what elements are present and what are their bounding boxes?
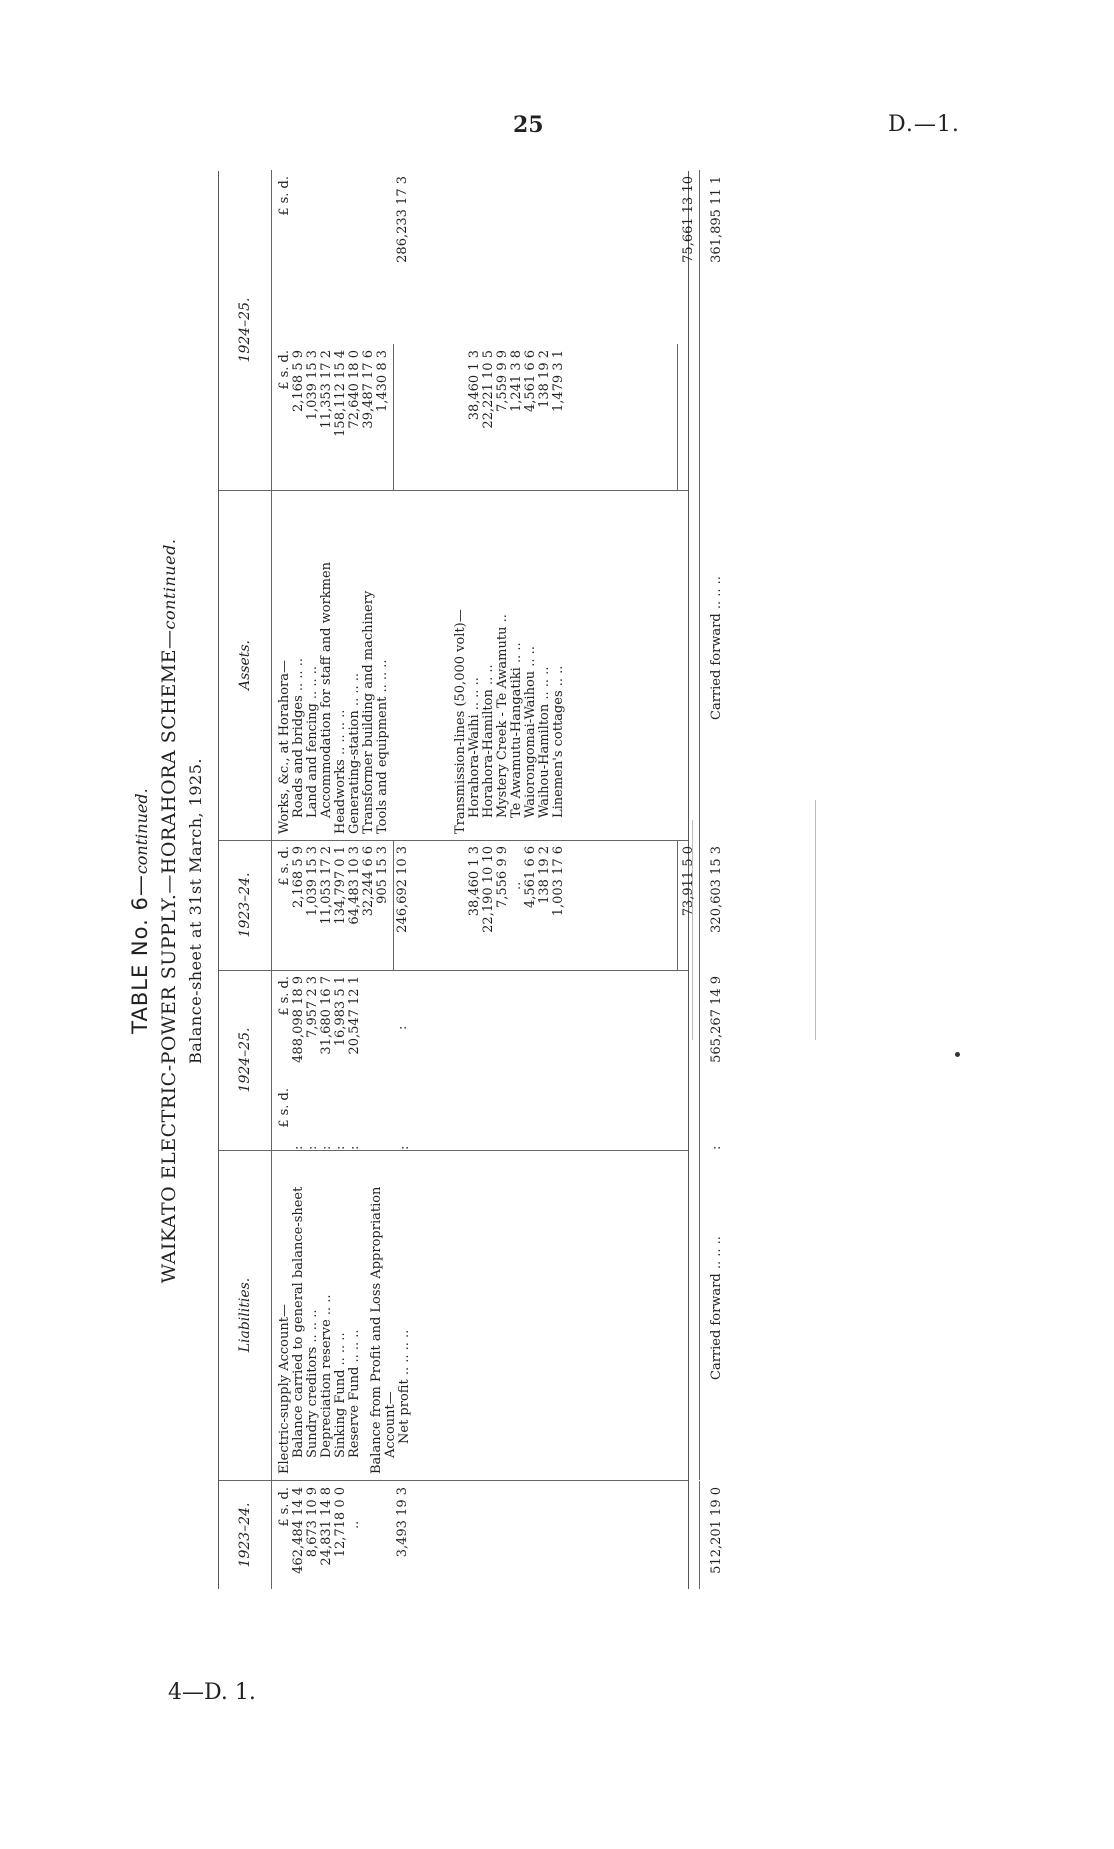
asset-current-tx: 1,241 3 8 bbox=[509, 350, 524, 413]
leader-dots: : bbox=[397, 1145, 412, 1150]
subtotal-rule bbox=[393, 840, 394, 970]
unit-row: £ s. d. bbox=[277, 846, 292, 886]
asset-prior-subtotal: 246,692 10 3 bbox=[395, 846, 410, 933]
asset-carried-label: Carried forward .. .. .. bbox=[709, 576, 724, 720]
liab-prior-value: 8,673 10 9 bbox=[305, 1487, 320, 1558]
asset-prior-tx: 1,003 17 6 bbox=[551, 846, 566, 917]
leader-dots: : bbox=[333, 1145, 348, 1150]
title-line1-cont: continued. bbox=[132, 788, 151, 875]
leader-dots: : bbox=[347, 1145, 362, 1150]
title-line2: WAIKATO ELECTRIC-POWER SUPPLY.—HORAHORA SCHEME— bbox=[158, 629, 180, 1284]
asset-prior-value: 2,168 5 9 bbox=[291, 846, 306, 909]
leader-dots: : bbox=[395, 1025, 410, 1030]
asset-prior-tx: 38,460 1 3 bbox=[467, 846, 482, 917]
asset-prior-tx: .. bbox=[509, 881, 524, 890]
liab-label: Sundry creditors .. .. .. bbox=[305, 1309, 320, 1458]
asset-current-tx: 7,559 9 9 bbox=[495, 350, 510, 413]
asset-prior-tx: 4,561 6 6 bbox=[523, 846, 538, 909]
asset-prior-carried: 320,603 15 3 bbox=[709, 846, 724, 933]
asset-prior-value: 1,039 15 3 bbox=[305, 846, 320, 917]
liab-label: Balance from Profit and Loss Appropriation bbox=[369, 1186, 384, 1474]
carried-rule bbox=[699, 1481, 700, 1589]
asset-label: Tools and equipment .. .. .. bbox=[375, 659, 390, 834]
asset-current-tx: 38,460 1 3 bbox=[467, 350, 482, 421]
asset-label: Waiorongomai-Waihou .. .. bbox=[523, 646, 538, 818]
liab-current-value: 20,547 12 1 bbox=[347, 976, 362, 1055]
carried-rule bbox=[699, 970, 700, 1150]
liab-current-value: 16,983 5 1 bbox=[333, 976, 348, 1047]
leader-dots: : bbox=[709, 1145, 724, 1150]
leader-dots: : bbox=[291, 1145, 306, 1150]
liab-label: Account— bbox=[383, 1391, 398, 1458]
header-liab-1923-24: 1923–24. bbox=[219, 1481, 272, 1589]
page-reference: D.—1. bbox=[888, 112, 960, 137]
liabilities-body bbox=[271, 1150, 724, 1480]
table-title bbox=[128, 171, 152, 1651]
unit-row: £ s. d. bbox=[277, 1487, 292, 1527]
asset-label: Horahora-Hamilton .. .. bbox=[481, 664, 496, 818]
asset-current-tx: 4,561 6 6 bbox=[523, 350, 538, 413]
unit-row: £ s. d. bbox=[277, 976, 292, 1016]
asset-label: Horahora-Waihi .. .. .. bbox=[467, 677, 482, 818]
carried-rule bbox=[699, 170, 700, 490]
page-number: 25 bbox=[513, 112, 544, 138]
col-asset-1923-24 bbox=[219, 840, 724, 971]
header-liab-1924-25: 1924–25. bbox=[219, 970, 272, 1150]
asset-current-subtotal: 286,233 17 3 bbox=[395, 176, 410, 263]
asset-current-value: 11,353 17 2 bbox=[319, 350, 334, 429]
asset-prior-value: 134,797 0 1 bbox=[333, 846, 348, 925]
balance-sheet-title: Balance-sheet at 31st March, 1925. bbox=[186, 758, 205, 1065]
carried-rule bbox=[699, 840, 700, 970]
liab-current-value: 7,957 2 3 bbox=[305, 976, 320, 1039]
liab-label: Net profit .. .. .. .. bbox=[397, 1329, 412, 1444]
asset-current-value: 72,640 18 0 bbox=[347, 350, 362, 429]
liab-prior-value: .. bbox=[347, 1520, 362, 1529]
asset-prior-value: 905 15 3 bbox=[375, 846, 390, 904]
asset-current-value: 2,168 5 9 bbox=[291, 350, 306, 413]
asset-label: Works, &c., at Horahora— bbox=[277, 660, 292, 834]
asset-current-value: 1,039 15 3 bbox=[305, 350, 320, 421]
sheet-reference: 4—D. 1. bbox=[168, 1680, 256, 1705]
liab-label: Sinking Fund .. .. .. bbox=[333, 1332, 348, 1458]
unit-row: £ s. d. bbox=[277, 1088, 292, 1128]
asset-current-value: 158,112 15 4 bbox=[333, 350, 348, 437]
liab-carried-label: Carried forward .. .. .. bbox=[709, 1236, 724, 1380]
faint-rule bbox=[815, 800, 816, 1040]
asset-prior-value: 11,053 17 2 bbox=[319, 846, 334, 925]
title-line2-cont: continued. bbox=[160, 538, 179, 630]
asset-prior-tx: 22,190 10 10 bbox=[481, 846, 496, 933]
asset-label: Headworks .. .. .. .. bbox=[333, 709, 348, 834]
asset-prior-value: 64,483 10 3 bbox=[347, 846, 362, 925]
asset-current-tx: 138 19 2 bbox=[537, 350, 552, 408]
header-assets: Assets. bbox=[219, 490, 272, 840]
balance-sheet-table bbox=[218, 171, 724, 1589]
liab-prior-value: 12,718 0 0 bbox=[333, 1487, 348, 1558]
asset-current-value: 1,430 8 3 bbox=[375, 350, 390, 413]
title-line1: TABLE No. 6— bbox=[128, 874, 152, 1034]
unit-row: £ s. d. bbox=[277, 176, 292, 216]
liab-1924-25-body bbox=[271, 970, 724, 1150]
col-asset-1924-25 bbox=[219, 170, 724, 491]
asset-1924-25-body bbox=[271, 170, 724, 490]
asset-label: Roads and bridges .. .. .. bbox=[291, 658, 306, 818]
asset-current-tx: 22,221 10 5 bbox=[481, 350, 496, 429]
col-liab-1923-24 bbox=[219, 1481, 724, 1589]
asset-label: Waihou-Hamilton .. .. .. bbox=[537, 666, 552, 818]
liab-prior-value: 3,493 19 3 bbox=[395, 1487, 410, 1558]
asset-label: Linemen's cottages .. .. bbox=[551, 665, 566, 818]
asset-label: Land and fencing .. .. .. bbox=[305, 666, 320, 818]
asset-1923-24-body bbox=[271, 840, 724, 970]
asset-label: Generating-station .. .. .. bbox=[347, 673, 362, 834]
assets-body bbox=[271, 490, 724, 840]
asset-prior-value: 32,244 6 6 bbox=[361, 846, 376, 917]
asset-label: Transmission-lines (50,000 volt)— bbox=[453, 609, 468, 834]
liab-label: Depreciation reserve .. .. bbox=[319, 1294, 334, 1458]
liab-label: Reserve Fund .. .. .. bbox=[347, 1329, 362, 1458]
scheme-title bbox=[158, 171, 180, 1651]
leader-dots: : bbox=[319, 1145, 334, 1150]
liab-1923-24-body bbox=[271, 1481, 724, 1589]
stray-dot bbox=[955, 1052, 960, 1057]
liab-label: Balance carried to general balance-sheet bbox=[291, 1186, 306, 1458]
asset-label: Accommodation for staff and workmen bbox=[319, 561, 334, 818]
liab-current-value: 31,680 16 7 bbox=[319, 976, 334, 1055]
liab-current-value: 488,098 18 9 bbox=[291, 976, 306, 1063]
asset-prior-tx: 138 19 2 bbox=[537, 846, 552, 904]
rotated-table-block bbox=[128, 171, 724, 1651]
carried-rule bbox=[699, 490, 700, 840]
liab-prior-value: 24,831 14 8 bbox=[319, 1487, 334, 1566]
liab-current-carried: 565,267 14 9 bbox=[709, 976, 724, 1063]
asset-current-value: 39,487 17 6 bbox=[361, 350, 376, 429]
col-liab-1924-25 bbox=[219, 970, 724, 1151]
asset-label: Mystery Creek - Te Awamutu .. bbox=[495, 614, 510, 818]
liab-prior-value: 462,484 14 4 bbox=[291, 1487, 306, 1574]
unit-row: £ s. d. bbox=[277, 350, 292, 390]
asset-prior-tx-subtotal: 73,911 5 0 bbox=[681, 846, 696, 917]
asset-current-carried: 361,895 11 1 bbox=[709, 176, 724, 263]
asset-prior-tx: 7,556 9 9 bbox=[495, 846, 510, 909]
carried-rule bbox=[699, 1150, 700, 1480]
leader-dots: : bbox=[305, 1145, 320, 1150]
col-assets bbox=[219, 490, 724, 841]
header-asset-1923-24: 1923–24. bbox=[219, 840, 272, 970]
subtotal-rule bbox=[677, 840, 678, 970]
asset-label: Te Awamutu-Hangatiki .. .. bbox=[509, 642, 524, 818]
asset-label: Transformer building and machinery bbox=[361, 590, 376, 834]
header-liabilities: Liabilities. bbox=[219, 1150, 272, 1480]
liab-label: Electric-supply Account— bbox=[277, 1304, 292, 1474]
asset-current-tx: 1,479 3 1 bbox=[551, 350, 566, 413]
asset-current-tx-subtotal: 75,661 13 10 bbox=[681, 176, 696, 263]
subtotal-rule bbox=[677, 344, 678, 490]
liab-prior-carried: 512,201 19 0 bbox=[709, 1487, 724, 1574]
header-asset-1924-25: 1924–25. bbox=[219, 170, 272, 490]
col-liabilities bbox=[219, 1150, 724, 1481]
subtotal-rule bbox=[393, 344, 394, 490]
